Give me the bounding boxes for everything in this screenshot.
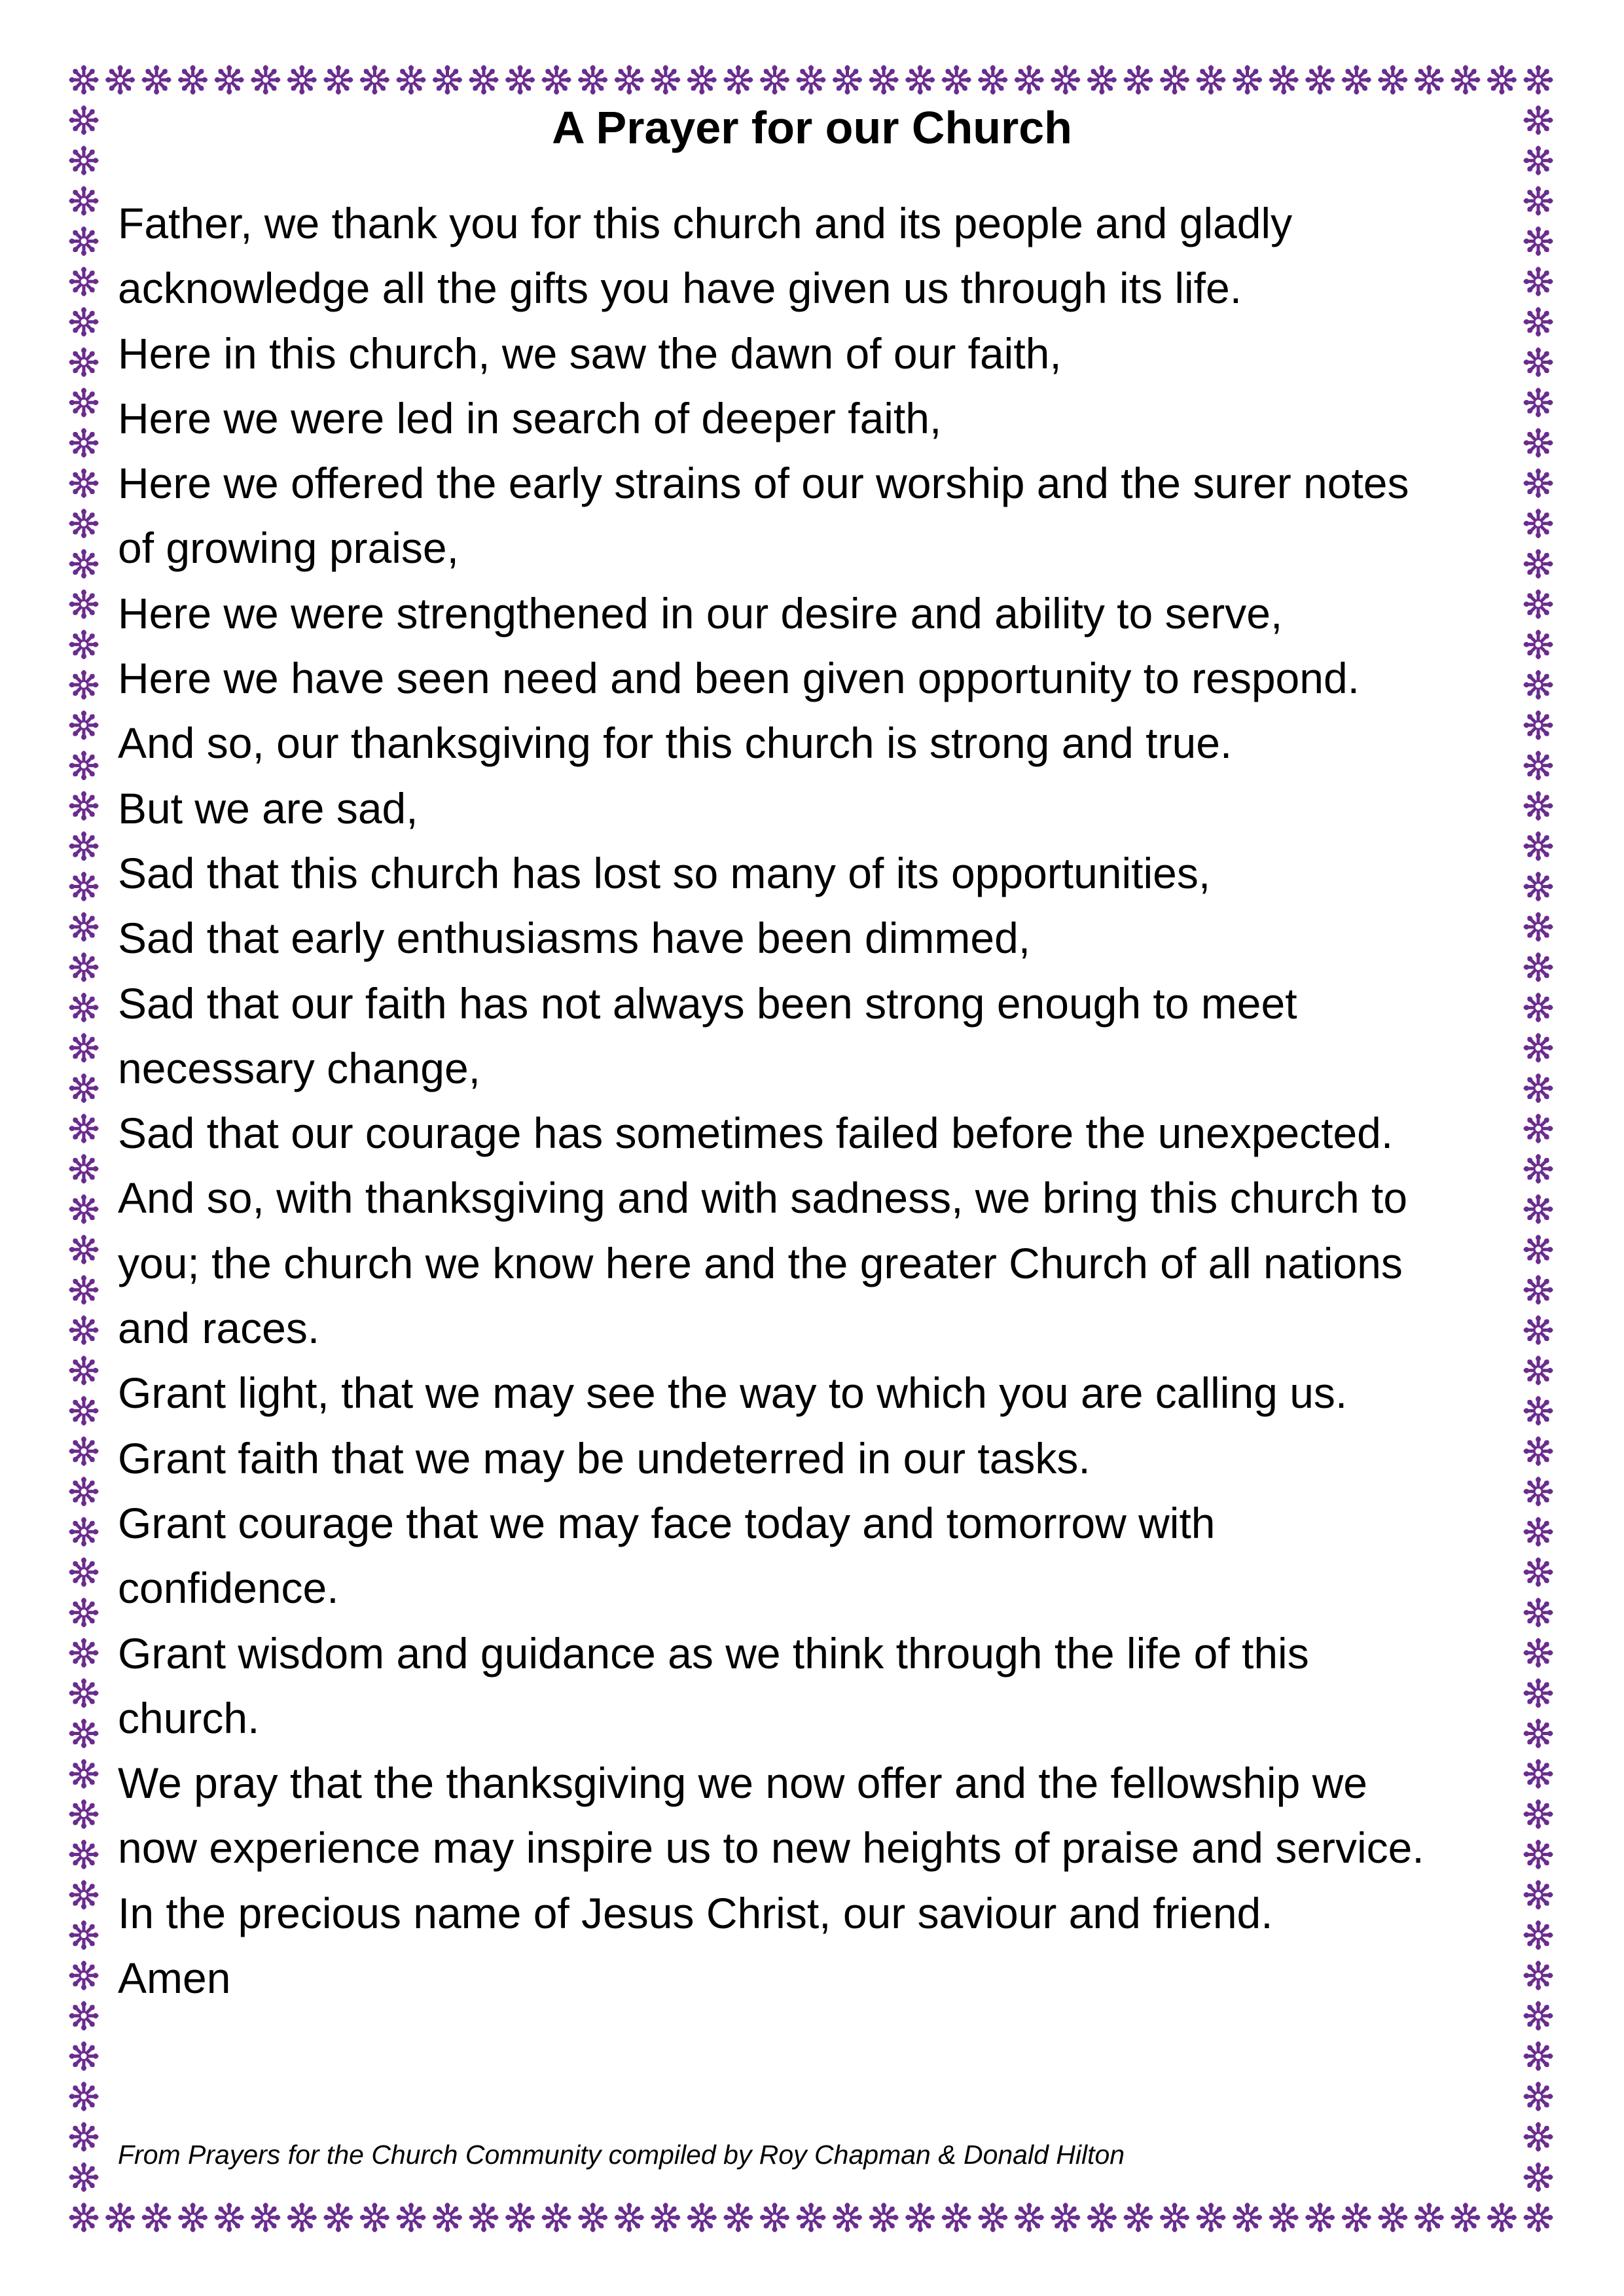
asterisk-flower-icon [1487, 65, 1516, 94]
asterisk-flower-icon [1524, 1679, 1553, 1708]
asterisk-flower-icon [1124, 2203, 1153, 2232]
asterisk-flower-icon [69, 711, 98, 740]
asterisk-flower-icon [1524, 953, 1553, 982]
asterisk-flower-icon [1524, 469, 1553, 497]
prayer-line: necessary change, [118, 1043, 481, 1092]
asterisk-flower-icon [69, 1598, 98, 1627]
prayer-line: Sad that this church has lost so many of its opportunities, [118, 848, 1211, 897]
asterisk-flower-icon [906, 2203, 935, 2232]
asterisk-flower-icon [1379, 65, 1407, 94]
asterisk-flower-icon [833, 2203, 862, 2232]
asterisk-flower-icon [1524, 509, 1553, 538]
asterisk-flower-icon [1524, 2082, 1553, 2111]
page-title: A Prayer for our Church [552, 102, 1072, 153]
asterisk-flower-icon [69, 2162, 98, 2191]
asterisk-flower-icon [106, 2203, 135, 2232]
prayer-line: Here we were led in search of deeper faith, [118, 393, 942, 442]
asterisk-flower-icon [69, 670, 98, 699]
prayer-line: Here in this church, we saw the dawn of our faith, [118, 329, 1062, 378]
asterisk-flower-icon [1342, 2203, 1371, 2232]
asterisk-flower-icon [761, 2203, 789, 2232]
asterisk-flower-icon [69, 469, 98, 497]
asterisk-flower-icon [1524, 1033, 1553, 1062]
asterisk-flower-icon [397, 2203, 425, 2232]
asterisk-flower-icon [1524, 1638, 1553, 1667]
asterisk-flower-icon [1524, 550, 1553, 579]
asterisk-flower-icon [69, 1155, 98, 1183]
asterisk-flower-icon [1269, 65, 1298, 94]
asterisk-flower-icon [469, 65, 498, 94]
asterisk-flower-icon [215, 2203, 244, 2232]
asterisk-flower-icon [1524, 1598, 1553, 1627]
asterisk-flower-icon [1124, 65, 1153, 94]
asterisk-flower-icon [979, 2203, 1007, 2232]
prayer-line: Grant faith that we may be undeterred in our tasks. [118, 1433, 1091, 1482]
asterisk-flower-icon [360, 65, 389, 94]
asterisk-flower-icon [615, 2203, 643, 2232]
asterisk-flower-icon [1524, 912, 1553, 941]
prayer-line: Here we were strengthened in our desire and ability to serve, [118, 588, 1283, 637]
asterisk-flower-icon [69, 550, 98, 579]
prayer-line: Here we offered the early strains of our worship and the surer notes [118, 459, 1409, 508]
asterisk-flower-icon [1524, 1921, 1553, 1950]
asterisk-flower-icon [69, 1800, 98, 1829]
asterisk-flower-icon [1524, 1235, 1553, 1264]
prayer-line: In the precious name of Jesus Christ, our saviour and friend. [118, 1888, 1273, 1937]
prayer-line: you; the church we know here and the greater Church of all nations [118, 1238, 1403, 1287]
asterisk-flower-icon [69, 1921, 98, 1950]
asterisk-flower-icon [1524, 1114, 1553, 1143]
asterisk-flower-icon [615, 65, 643, 94]
asterisk-flower-icon [69, 791, 98, 820]
asterisk-flower-icon [69, 751, 98, 780]
prayer-line: Sad that our courage has sometimes failed before the unexpected. [118, 1109, 1394, 1158]
asterisk-flower-icon [1233, 65, 1262, 94]
asterisk-flower-icon [761, 65, 789, 94]
asterisk-flower-icon [1524, 1477, 1553, 1506]
asterisk-flower-icon [1524, 832, 1553, 861]
asterisk-flower-icon [1524, 2162, 1553, 2191]
asterisk-flower-icon [1524, 429, 1553, 457]
asterisk-flower-icon [1524, 630, 1553, 659]
asterisk-flower-icon [651, 2203, 680, 2232]
prayer-line: And so, with thanksgiving and with sadness, we bring this church to [118, 1174, 1408, 1223]
asterisk-flower-icon [106, 65, 135, 94]
asterisk-flower-icon [1524, 1719, 1553, 1748]
asterisk-flower-icon [542, 2203, 571, 2232]
asterisk-flower-icon [142, 2203, 171, 2232]
asterisk-flower-icon [287, 2203, 316, 2232]
prayer-line: acknowledge all the gifts you have given us through its life. [118, 264, 1242, 313]
asterisk-flower-icon [1524, 1356, 1553, 1385]
asterisk-flower-icon [179, 2203, 208, 2232]
asterisk-flower-icon [1524, 1316, 1553, 1344]
asterisk-flower-icon [1524, 267, 1553, 296]
asterisk-flower-icon [69, 590, 98, 619]
asterisk-flower-icon [69, 267, 98, 296]
prayer-line: Grant wisdom and guidance as we think through the life of this [118, 1628, 1309, 1677]
asterisk-flower-icon [1524, 1558, 1553, 1587]
asterisk-flower-icon [687, 2203, 716, 2232]
asterisk-flower-icon [69, 2203, 98, 2232]
asterisk-flower-icon [69, 1356, 98, 1385]
asterisk-flower-icon [1197, 2203, 1225, 2232]
asterisk-flower-icon [542, 65, 571, 94]
asterisk-flower-icon [1451, 65, 1480, 94]
asterisk-flower-icon [69, 993, 98, 1022]
asterisk-flower-icon [1524, 227, 1553, 256]
asterisk-flower-icon [69, 1194, 98, 1223]
asterisk-flower-icon [1087, 2203, 1116, 2232]
prayer-line: church. [118, 1693, 260, 1742]
asterisk-flower-icon [506, 65, 535, 94]
asterisk-flower-icon [1524, 1759, 1553, 1788]
asterisk-flower-icon [69, 912, 98, 941]
asterisk-flower-icon [69, 1719, 98, 1748]
asterisk-flower-icon [1415, 2203, 1443, 2232]
asterisk-flower-icon [69, 1840, 98, 1869]
asterisk-flower-icon [1306, 65, 1335, 94]
asterisk-flower-icon [69, 1638, 98, 1667]
prayer-line: Grant light, that we may see the way to which you are calling us. [118, 1369, 1348, 1418]
asterisk-flower-icon [69, 509, 98, 538]
asterisk-flower-icon [1524, 187, 1553, 215]
asterisk-flower-icon [942, 2203, 971, 2232]
asterisk-flower-icon [1524, 65, 1553, 94]
asterisk-flower-icon [69, 1316, 98, 1344]
asterisk-flower-icon [1524, 2203, 1553, 2232]
prayer-line: Amen [118, 1954, 231, 2003]
asterisk-flower-icon [360, 2203, 389, 2232]
asterisk-flower-icon [324, 2203, 353, 2232]
asterisk-flower-icon [1451, 2203, 1480, 2232]
asterisk-flower-icon [1524, 1074, 1553, 1103]
asterisk-flower-icon [1524, 711, 1553, 740]
asterisk-flower-icon [69, 348, 98, 376]
asterisk-flower-icon [1524, 388, 1553, 417]
asterisk-flower-icon [1524, 1517, 1553, 1546]
asterisk-flower-icon [906, 65, 935, 94]
asterisk-flower-icon [69, 1114, 98, 1143]
asterisk-flower-icon [1524, 1961, 1553, 1990]
prayer-line: of growing praise, [118, 524, 459, 573]
asterisk-flower-icon [869, 2203, 898, 2232]
asterisk-flower-icon [1197, 65, 1225, 94]
asterisk-flower-icon [1161, 2203, 1189, 2232]
asterisk-flower-icon [724, 2203, 753, 2232]
asterisk-flower-icon [142, 65, 171, 94]
source-attribution: From Prayers for the Church Community compiled by Roy Chapman & Donald Hilton [118, 2140, 1125, 2170]
asterisk-flower-icon [1524, 2001, 1553, 2030]
prayer-line: Sad that early enthusiasms have been dimmed, [118, 914, 1031, 963]
asterisk-flower-icon [69, 1558, 98, 1587]
asterisk-flower-icon [687, 65, 716, 94]
asterisk-flower-icon [251, 65, 280, 94]
asterisk-flower-icon [69, 1517, 98, 1546]
asterisk-flower-icon [1524, 791, 1553, 820]
prayer-line: Grant courage that we may face today and tomorrow with [118, 1498, 1216, 1547]
asterisk-flower-icon [1524, 2123, 1553, 2151]
asterisk-flower-icon [69, 1961, 98, 1990]
asterisk-flower-icon [69, 1397, 98, 1426]
asterisk-flower-icon [69, 1235, 98, 1264]
asterisk-flower-icon [1524, 2042, 1553, 2071]
asterisk-flower-icon [69, 227, 98, 256]
prayer-line: confidence. [118, 1564, 339, 1613]
asterisk-flower-icon [69, 2123, 98, 2151]
asterisk-flower-icon [69, 308, 98, 336]
asterisk-flower-icon [1524, 1155, 1553, 1183]
asterisk-flower-icon [1269, 2203, 1298, 2232]
asterisk-flower-icon [69, 1074, 98, 1103]
prayer-line: Here we have seen need and been given opportunity to respond. [118, 654, 1360, 703]
asterisk-flower-icon [215, 65, 244, 94]
asterisk-flower-icon [833, 65, 862, 94]
asterisk-flower-icon [1524, 751, 1553, 780]
asterisk-flower-icon [1524, 670, 1553, 699]
asterisk-flower-icon [287, 65, 316, 94]
asterisk-flower-icon [797, 2203, 825, 2232]
prayer-line: now experience may inspire us to new heights of praise and service. [118, 1823, 1424, 1873]
asterisk-flower-icon [324, 65, 353, 94]
asterisk-flower-icon [69, 1759, 98, 1788]
asterisk-flower-icon [506, 2203, 535, 2232]
prayer-line: We pray that the thanksgiving we now offer and the fellowship we [118, 1759, 1368, 1808]
asterisk-flower-icon [1524, 590, 1553, 619]
asterisk-flower-icon [1524, 1194, 1553, 1223]
asterisk-flower-icon [651, 65, 680, 94]
asterisk-flower-icon [1524, 1437, 1553, 1465]
asterisk-flower-icon [69, 630, 98, 659]
asterisk-flower-icon [69, 872, 98, 901]
asterisk-flower-icon [69, 1880, 98, 1909]
asterisk-flower-icon [69, 187, 98, 215]
asterisk-flower-icon [69, 832, 98, 861]
asterisk-flower-icon [69, 953, 98, 982]
asterisk-flower-icon [69, 1437, 98, 1465]
asterisk-flower-icon [69, 1033, 98, 1062]
asterisk-flower-icon [69, 388, 98, 417]
asterisk-flower-icon [1051, 2203, 1080, 2232]
asterisk-flower-icon [1087, 65, 1116, 94]
asterisk-flower-icon [1487, 2203, 1516, 2232]
asterisk-flower-icon [69, 2001, 98, 2030]
asterisk-flower-icon [251, 2203, 280, 2232]
asterisk-flower-icon [1342, 65, 1371, 94]
prayer-line: Sad that our faith has not always been strong enough to meet [118, 978, 1297, 1028]
asterisk-flower-icon [69, 429, 98, 457]
asterisk-flower-icon [1524, 872, 1553, 901]
asterisk-flower-icon [69, 1477, 98, 1506]
asterisk-flower-icon [69, 1276, 98, 1304]
asterisk-flower-icon [179, 65, 208, 94]
asterisk-flower-icon [69, 1679, 98, 1708]
asterisk-flower-icon [1524, 308, 1553, 336]
asterisk-flower-icon [433, 65, 462, 94]
prayer-text [118, 191, 1506, 2011]
prayer-line: And so, our thanksgiving for this church is strong and true. [118, 719, 1233, 768]
asterisk-flower-icon [433, 2203, 462, 2232]
asterisk-flower-icon [579, 65, 607, 94]
asterisk-flower-icon [69, 65, 98, 94]
asterisk-flower-icon [1306, 2203, 1335, 2232]
asterisk-flower-icon [1524, 1840, 1553, 1869]
prayer-line: But we are sad, [118, 783, 418, 833]
asterisk-flower-icon [797, 65, 825, 94]
asterisk-flower-icon [1524, 1880, 1553, 1909]
asterisk-flower-icon [1524, 1397, 1553, 1426]
asterisk-flower-icon [1415, 65, 1443, 94]
asterisk-flower-icon [724, 65, 753, 94]
asterisk-flower-icon [979, 65, 1007, 94]
asterisk-flower-icon [1379, 2203, 1407, 2232]
asterisk-flower-icon [1524, 348, 1553, 376]
asterisk-flower-icon [397, 65, 425, 94]
asterisk-flower-icon [69, 2082, 98, 2111]
asterisk-flower-icon [869, 65, 898, 94]
asterisk-flower-icon [1233, 2203, 1262, 2232]
prayer-line: Father, we thank you for this church and its people and gladly [118, 199, 1293, 247]
asterisk-flower-icon [942, 65, 971, 94]
asterisk-flower-icon [579, 2203, 607, 2232]
prayer-line: and races. [118, 1304, 320, 1353]
asterisk-flower-icon [1524, 1276, 1553, 1304]
asterisk-flower-icon [1015, 65, 1043, 94]
asterisk-flower-icon [469, 2203, 498, 2232]
asterisk-flower-icon [1015, 2203, 1043, 2232]
asterisk-flower-icon [69, 2042, 98, 2071]
asterisk-flower-icon [1161, 65, 1189, 94]
asterisk-flower-icon [1051, 65, 1080, 94]
asterisk-flower-icon [1524, 1800, 1553, 1829]
asterisk-flower-icon [1524, 993, 1553, 1022]
